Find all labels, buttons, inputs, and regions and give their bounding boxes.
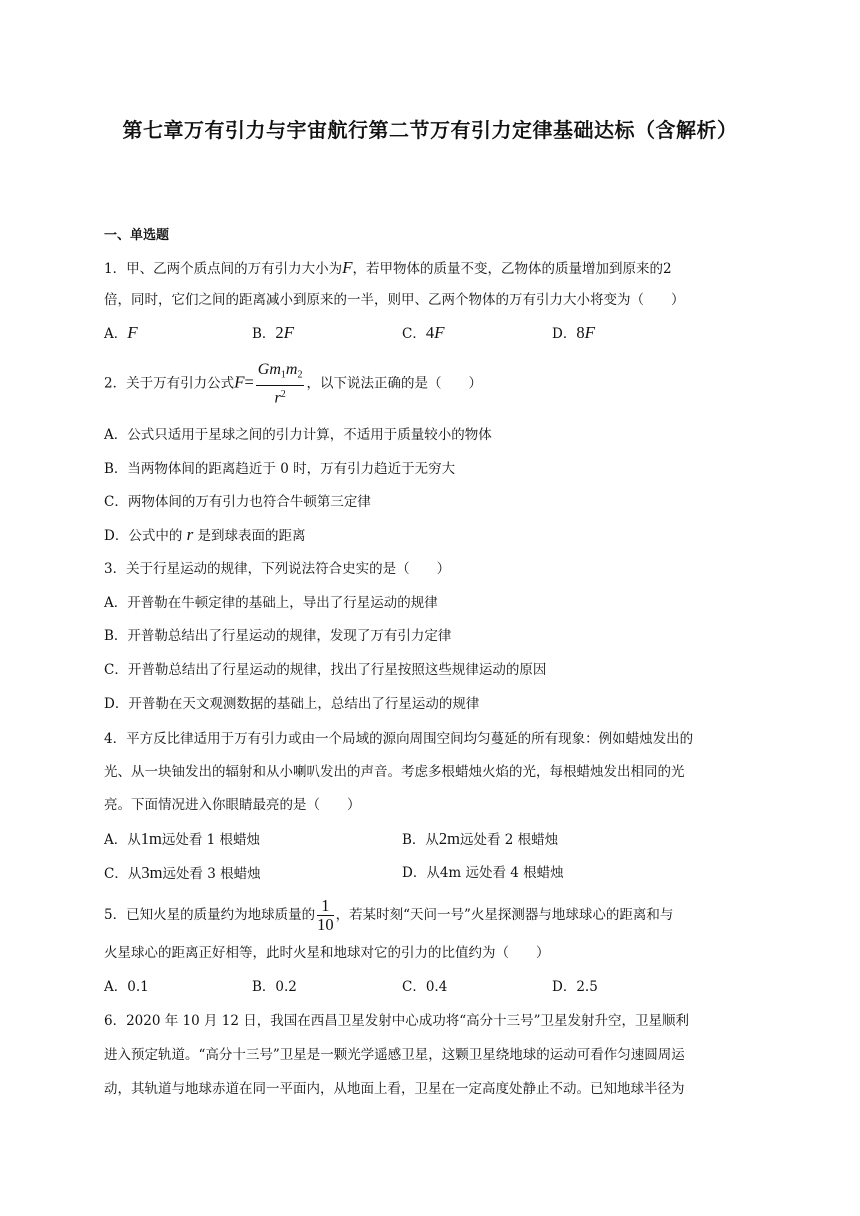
section-heading: 一、单选题: [104, 228, 170, 243]
q2-formula-lhs: F: [234, 372, 245, 392]
q1-option-c[interactable]: [402, 323, 444, 344]
q2-formula-fraction: [256, 361, 305, 407]
q1-option-d-var: F: [584, 323, 595, 342]
q1-option-d-label: D．: [552, 326, 577, 342]
q5-stem-line2: 火星球心的距离正好相等，此时火星和地球对它的引力的比值约为（ ）: [104, 945, 550, 961]
q1-option-a[interactable]: [104, 323, 138, 344]
q1-stem-line2: 倍，同时，它们之间的距离减小到原来的一半，则甲、乙两个物体的万有引力大小将变为（ ）: [104, 292, 685, 308]
q2-option-b[interactable]: B．当两物体间的距离趋近于 0 时，万有引力趋近于无穷大: [104, 461, 456, 477]
q4-stem-line3: 亮。下面情况进入你眼睛最亮的是（ ）: [104, 797, 361, 813]
q5-fraction-numerator: 1: [317, 897, 334, 916]
q1-stem-text-a: 1．甲、乙两个质点间的万有引力大小为: [104, 261, 343, 277]
q4-option-a-text-b: 远处看 1 根蜡烛: [161, 832, 261, 848]
q1-option-c-label: C．: [402, 326, 426, 342]
q4-option-c-distance: 3m: [141, 863, 163, 882]
q5-option-d[interactable]: D．2.5: [552, 979, 598, 995]
page-title: 第七章万有引力与宇宙航行第二节万有引力定律基础达标（含解析）: [122, 118, 738, 142]
q4-option-b-text-b: 远处看 2 根蜡烛: [460, 832, 559, 848]
q1-option-d-coef: 8: [576, 323, 585, 342]
q2-option-d[interactable]: [104, 525, 306, 546]
q1-stem-line1: [104, 258, 672, 279]
q4-stem-line2: 光、从一块铀发出的辐射和从小喇叭发出的声音。考虑多根蜡烛火焰的光，每根蜡烛发出相同的光: [104, 764, 685, 780]
q5-stem-suffix: ，若某时刻“天问一号”火星探测器与地球球心的距离和与: [335, 907, 674, 923]
q2-option-a[interactable]: A．公式只适用于星球之间的引力计算，不适用于质量较小的物体: [104, 427, 492, 443]
q3-option-c[interactable]: C．开普勒总结出了行星运动的规律，找出了行星按照这些规律运动的原因: [104, 662, 547, 678]
q4-option-b[interactable]: [402, 829, 558, 850]
q1-option-b-label: B．: [252, 326, 276, 342]
q5-stem-line1: [104, 895, 673, 939]
q5-stem-prefix: 5．已知火星的质量约为地球质量的: [104, 907, 316, 923]
q5-fraction: [317, 897, 334, 934]
q4-option-a[interactable]: [104, 829, 260, 850]
q2-formula-sub1: 1: [280, 369, 286, 381]
q4-option-c[interactable]: [104, 863, 261, 884]
q1-option-b-coef: 2: [275, 323, 284, 342]
q6-stem-line2: 进入预定轨道。“高分十三号”卫星是一颗光学遥感卫星，这颗卫星绕地球的运动可看作匀速圆周运: [104, 1047, 685, 1063]
q2-stem-prefix: 2．关于万有引力公式: [104, 375, 235, 392]
q2-formula-equals: =: [244, 372, 254, 392]
q5-option-a[interactable]: A．0.1: [104, 979, 149, 995]
q5-option-c[interactable]: C．0.4: [402, 979, 448, 995]
q1-option-c-coef: 4: [425, 323, 435, 342]
q2-formula-m2: m: [285, 361, 298, 378]
q1-option-d[interactable]: [552, 323, 595, 344]
q3-stem: 3．关于行星运动的规律，下列说法符合史实的是（ ）: [104, 561, 451, 577]
q5-option-b[interactable]: B．0.2: [252, 979, 297, 995]
q2-stem-suffix: ，以下说法正确的是（ ）: [306, 375, 482, 392]
q1-option-b[interactable]: [252, 323, 294, 344]
q3-option-b[interactable]: B．开普勒总结出了行星运动的规律，发现了万有引力定律: [104, 628, 452, 644]
q4-option-a-distance: 1m: [140, 829, 162, 848]
q1-option-c-var: F: [434, 323, 445, 342]
q4-option-a-text-a: A．从: [104, 832, 141, 848]
q6-stem-line3: 动，其轨道与地球赤道在同一平面内，从地面上看，卫星在一定高度处静止不动。已知地球半径为: [104, 1081, 685, 1097]
q5-fraction-denominator: 10: [317, 915, 334, 934]
q1-option-a-value: F: [127, 323, 138, 342]
q2-stem: [104, 361, 482, 405]
q1-option-a-label: A．: [104, 326, 128, 342]
q4-option-b-text-a: B．从: [402, 832, 439, 848]
q1-var-F: F: [342, 258, 353, 277]
q2-option-c[interactable]: C．两物体间的万有引力也符合牛顿第三定律: [104, 494, 371, 510]
q1-stem-text-b: ，若甲物体的质量不变，乙物体的质量增加到原来的2: [352, 261, 672, 277]
q2-formula-sub2: 2: [297, 369, 303, 381]
q4-stem-line1: 4．平方反比律适用于万有引力或由一个局域的源向周围空间均匀蔓延的所有现象：例如蜡烛发出的: [104, 731, 694, 747]
q1-option-b-var: F: [283, 323, 295, 342]
q3-option-a[interactable]: A．开普勒在牛顿定律的基础上，导出了行星运动的规律: [104, 595, 438, 611]
q4-option-b-distance: 2m: [438, 829, 461, 848]
q2-formula-r: r: [274, 389, 281, 407]
q4-option-c-text-a: C．从: [104, 866, 142, 882]
q6-stem-line1: 6．2020 年 10 月 12 日，我国在西昌卫星发射中心成功将“高分十三号”卫星发射升空，卫星顺利: [104, 1013, 690, 1029]
q3-option-d[interactable]: D．开普勒在天文观测数据的基础上，总结出了行星运动的规律: [104, 696, 480, 712]
q4-option-d[interactable]: D．从4m 远处看 4 根蜡烛: [402, 865, 564, 881]
q2-formula-sup2: 2: [280, 388, 286, 400]
q2-option-d-text-b: 是到球表面的距离: [193, 528, 306, 544]
q4-option-c-text-b: 远处看 3 根蜡烛: [162, 866, 261, 882]
q2-formula-m1: m: [269, 361, 281, 378]
q2-option-d-var-r: r: [186, 525, 194, 544]
q2-option-d-text-a: D．公式中的: [104, 528, 187, 544]
q2-formula-G: G: [257, 361, 270, 378]
